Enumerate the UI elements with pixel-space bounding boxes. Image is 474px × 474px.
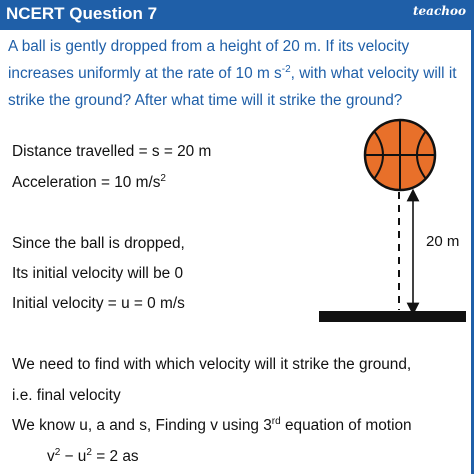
brand-logo: teachoo xyxy=(413,4,466,18)
title-bar xyxy=(0,0,474,30)
acceleration-exponent: 2 xyxy=(160,173,166,184)
finding-line-3-text: We know u, a and s, Finding v using 3 xyxy=(12,417,272,434)
equation-rest: = 2 as xyxy=(91,448,139,465)
page-title: NCERT Question 7 xyxy=(6,4,158,23)
finding-line-2: i.e. final velocity xyxy=(12,387,121,404)
question-text xyxy=(8,33,470,114)
ground-bar xyxy=(319,311,466,322)
finding-line-1: We need to find with which velocity will it strike the ground, xyxy=(12,356,412,373)
reasoning-line-1: Since the ball is dropped, xyxy=(12,235,185,252)
equation-u-exponent: 2 xyxy=(86,447,92,458)
ordinal-suffix: rd xyxy=(271,416,281,427)
given-acceleration xyxy=(12,174,166,192)
question-part-2: , with what velocity will it strike the ground? After what time will it strike the ground? xyxy=(8,65,457,109)
equation-v-exponent: 2 xyxy=(54,447,61,458)
equation-minus-u: − u xyxy=(60,448,87,465)
finding-line-3-end: equation of motion xyxy=(280,417,412,434)
acceleration-text: Acceleration = 10 m/s xyxy=(12,174,161,191)
reasoning-line-3: Initial velocity = u = 0 m/s xyxy=(12,295,185,312)
height-label: 20 m xyxy=(426,233,460,250)
motion-equation xyxy=(47,448,139,466)
reasoning-line-2: Its initial velocity will be 0 xyxy=(12,265,184,282)
basketball-icon xyxy=(365,120,435,190)
finding-line-3 xyxy=(12,417,412,435)
equation-v: v xyxy=(47,448,55,465)
question-exponent: -2 xyxy=(281,64,291,75)
given-distance: Distance travelled = s = 20 m xyxy=(12,143,212,160)
question-part-1: A ball is gently dropped from a height of 20 m. If its velocity increases uniformly at the rate of 10 m s xyxy=(8,38,410,82)
